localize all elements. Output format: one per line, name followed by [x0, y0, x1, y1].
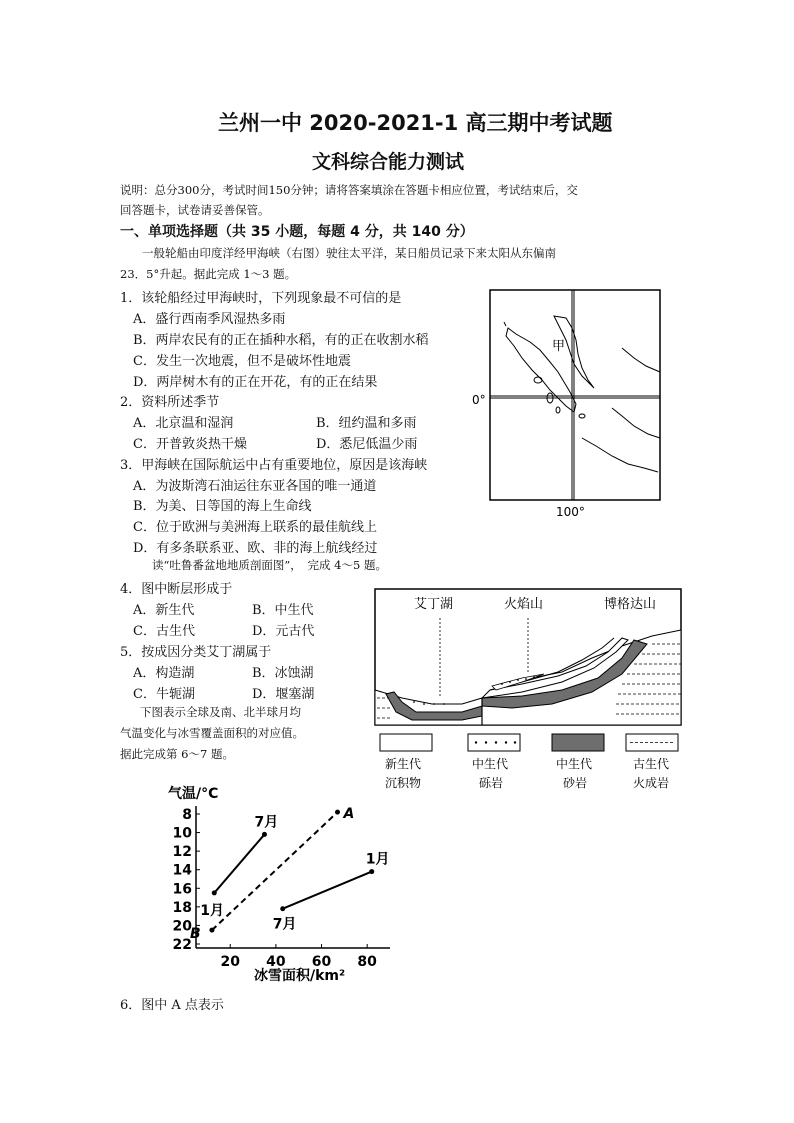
legend-swatch — [380, 734, 432, 751]
map-place-label: 甲 — [552, 339, 566, 354]
temp-snow-chart — [160, 778, 400, 988]
option: D．有多条联系亚、欧、非的海上航线经过 — [133, 541, 378, 556]
chart-x-tick-label: 20 — [220, 954, 240, 970]
chart-point — [335, 810, 340, 815]
option: B．为美、日等国的海上生命线 — [133, 499, 312, 514]
option: A．构造湖 — [133, 666, 195, 681]
chart-point-label: B — [189, 926, 201, 943]
chart-svg — [160, 778, 400, 988]
profile-label: 博格达山 — [604, 597, 657, 612]
chart-y-tick-label: 22 — [172, 937, 192, 953]
question-stem: 2．资料所述季节 — [120, 395, 220, 410]
question-stem: 1．该轮船经过甲海峡时，下列现象最不可信的是 — [120, 291, 402, 306]
chart-point — [262, 832, 267, 837]
section-heading: 一、单项选择题（共 35 小题，每题 4 分，共 140 分） — [120, 224, 474, 240]
chart-point — [212, 890, 217, 895]
option: A．盛行西南季风湿热多雨 — [133, 312, 286, 327]
legend-label: 新生代 — [385, 757, 422, 771]
chart-y-tick-label: 14 — [172, 862, 192, 879]
legend-swatch — [552, 734, 604, 751]
instructions-line2: 回答题卡，试卷请妥善保管。 — [120, 203, 270, 217]
question-stem: 3．甲海峡在国际航运中占有重要地位，原因是该海峡 — [120, 458, 428, 473]
chart-series-line — [283, 872, 372, 909]
intro3-line2: 气温变化与冰雪覆盖面积的对应值。 — [120, 726, 304, 740]
option: C．古生代 — [133, 624, 195, 639]
intro1-line1: 一般轮船由印度洋经甲海峡（右图）驶往太平洋，某日船员记录下来太阳从东偏南 — [142, 246, 556, 260]
question-stem: 5．按成因分类艾丁湖属于 — [120, 645, 272, 660]
intro3-line3: 据此完成第 6～7 题。 — [120, 747, 234, 761]
chart-y-tick-label: 20 — [172, 918, 192, 935]
page-title: 兰州一中 2020-2021-1 高三期中考试题 — [218, 111, 613, 135]
chart-series-line — [214, 834, 264, 893]
map-lat-label: 0° — [472, 393, 486, 407]
option: A．为波斯湾石油运往东亚各国的唯一通道 — [133, 479, 377, 494]
legend-label: 沉积物 — [385, 776, 422, 790]
page-subtitle: 文科综合能力测试 — [312, 151, 465, 173]
legend-label: 古生代 — [633, 757, 670, 771]
option: C．开普敦炎热干燥 — [133, 437, 247, 452]
map-frame — [490, 290, 660, 500]
geo-profile-svg — [372, 586, 684, 796]
chart-y-tick-label: 18 — [172, 899, 192, 916]
profile-label: 火焰山 — [504, 597, 544, 612]
chart-point — [280, 906, 285, 911]
chart-point-label: 7月 — [272, 916, 297, 933]
legend-label: 砂岩 — [563, 776, 588, 790]
intro1-line2: 23．5°升起。据此完成 1～3 题。 — [120, 267, 297, 281]
intro2: 读“吐鲁番盆地地质剖面图”， 完成 4～5 题。 — [152, 558, 387, 572]
question-stem: 6．图中 A 点表示 — [120, 998, 224, 1013]
strait-map-svg — [472, 288, 662, 518]
chart-point-label: 1月 — [200, 902, 225, 919]
option: D．两岸树木有的正在开花，有的正在结果 — [133, 375, 378, 390]
chart-y-tick-label: 12 — [172, 844, 192, 861]
legend-label: 火成岩 — [633, 776, 670, 790]
option: A．新生代 — [133, 603, 195, 618]
intro3-line1: 下图表示全球及南、北半球月均 — [140, 705, 301, 719]
chart-point-label: 7月 — [254, 814, 279, 831]
legend-label: 中生代 — [556, 757, 593, 771]
chart-x-tick-label: 80 — [357, 954, 377, 970]
chart-point-label: 1月 — [365, 851, 390, 868]
chart-x-tick-label: 40 — [266, 954, 286, 970]
chart-point — [209, 928, 214, 933]
option: C．牛轭湖 — [133, 687, 195, 702]
option: B．冰蚀湖 — [252, 666, 314, 681]
instructions-line1: 说明：总分300分，考试时间150分钟；请将答案填涂在答题卡相应位置，考试结束后，交 — [120, 183, 578, 197]
option: B．纽约温和多雨 — [316, 416, 417, 431]
geo-profile — [372, 586, 684, 796]
option: D．悉尼低温少雨 — [316, 437, 418, 452]
option: D．堰塞湖 — [252, 687, 315, 702]
strait-map — [472, 288, 662, 518]
option: C．发生一次地震，但不是破坏性地震 — [133, 354, 351, 369]
chart-point — [369, 869, 374, 874]
legend-label: 中生代 — [472, 757, 509, 771]
question-stem: 4．图中断层形成于 — [120, 582, 233, 597]
option: C．位于欧洲与美洲海上联系的最佳航线上 — [133, 520, 377, 535]
legend-label: 砾岩 — [479, 776, 504, 790]
option: B．中生代 — [252, 603, 314, 618]
chart-y-tick-label: 16 — [172, 881, 192, 898]
option: D．元古代 — [252, 624, 315, 639]
map-lon-label: 100° — [556, 505, 585, 518]
option: A．北京温和湿润 — [133, 416, 234, 431]
chart-x-tick-label: 60 — [311, 954, 332, 970]
profile-label: 艾丁湖 — [414, 597, 454, 612]
chart-y-tick-label: 10 — [172, 825, 192, 842]
chart-point-label: A — [343, 806, 355, 823]
chart-ylabel: 气温/°C — [168, 786, 219, 802]
chart-xlabel: 冰雪面积/km² — [254, 968, 346, 984]
option: B．两岸农民有的正在插种水稻，有的正在收割水稻 — [133, 333, 429, 348]
chart-y-tick-label: 8 — [182, 807, 192, 823]
